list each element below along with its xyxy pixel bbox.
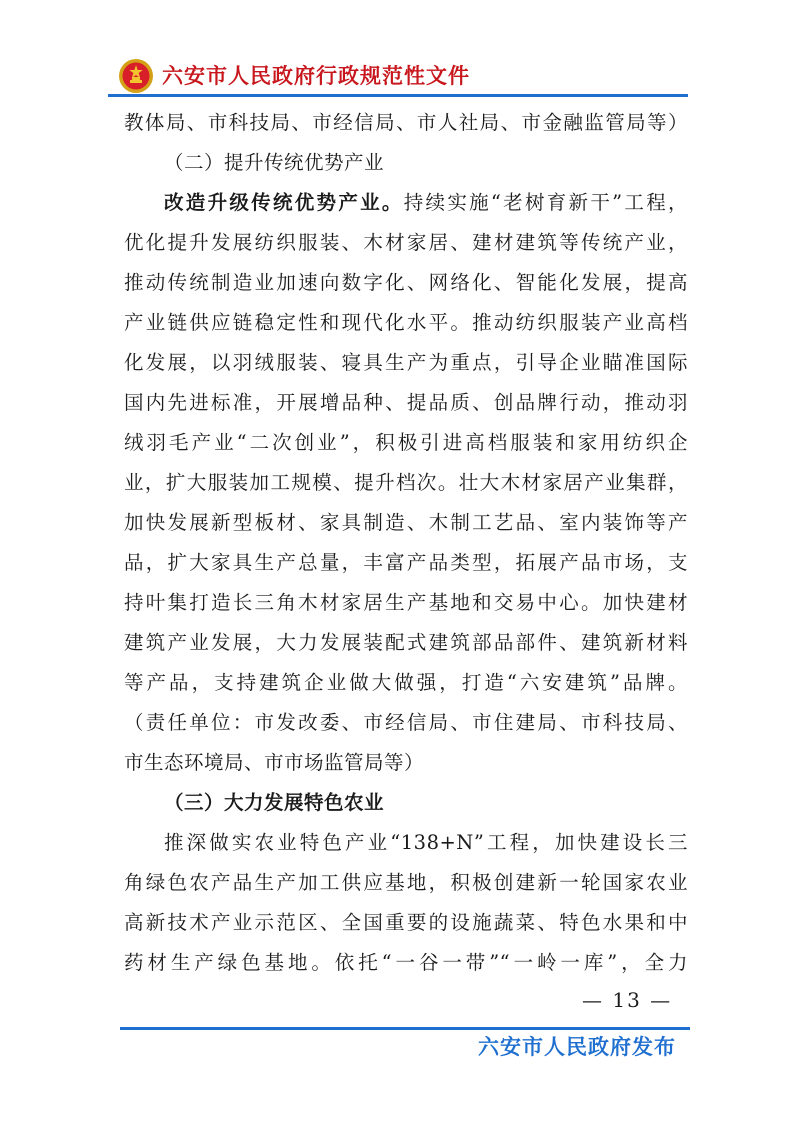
text-line: 教体局、市科技局、市经信局、市人社局、市金融监管局等）: [124, 111, 688, 134]
text-line: 建筑产业发展，大力发展装配式建筑部品部件、建筑新材料: [124, 631, 688, 654]
text-line: 产业链供应链稳定性和现代化水平。推动纺织服装产业高档: [124, 311, 688, 334]
page-number: — 13 —: [582, 988, 673, 1012]
text-line: 推动传统制造业加速向数字化、网络化、智能化发展，提高: [124, 271, 688, 294]
document-header: [100, 56, 700, 96]
paragraph-text: 持续实施“老树育新干”工程，: [403, 191, 688, 214]
paragraph-lead: 改造升级传统优势产业。: [164, 191, 404, 214]
text-line: 绒羽毛产业“二次创业”，积极引进高档服装和家用纺织企: [124, 431, 688, 454]
header-title: 六安市人民政府行政规范性文件: [162, 64, 470, 88]
text-line: 国内先进标准，开展增品种、提品质、创品牌行动，推动羽: [124, 391, 688, 414]
text-line: 优化提升发展纺织服装、木材家居、建材建筑等传统产业，: [124, 231, 688, 254]
text-line: 品，扩大家具生产总量，丰富产品类型，拓展产品市场，支: [124, 551, 688, 574]
text-line: 等产品，支持建筑企业做大做强，打造“六安建筑”品牌。: [124, 671, 688, 694]
text-line: 加快发展新型板材、家具制造、木制工艺品、室内装饰等产: [124, 511, 688, 534]
header-rule: [108, 94, 688, 97]
text-line: 持叶集打造长三角木材家居生产基地和交易中心。加快建材: [124, 591, 688, 614]
footer-publisher: 六安市人民政府发布: [478, 1035, 676, 1059]
text-line: 角绿色农产品生产加工供应基地，积极创建新一轮国家农业: [124, 871, 688, 894]
text-line: 化发展，以羽绒服装、寝具生产为重点，引导企业瞄准国际: [124, 351, 688, 374]
text-line: （责任单位：市发改委、市经信局、市住建局、市科技局、: [124, 711, 688, 734]
national-emblem-icon: [118, 58, 154, 94]
section-heading: （三）大力发展特色农业: [164, 791, 385, 814]
text-line: 高新技术产业示范区、全国重要的设施蔬菜、特色水果和中: [124, 911, 688, 934]
section-heading: （二）提升传统优势产业: [164, 151, 385, 174]
text-line: 业，扩大服装加工规模、提升档次。壮大木材家居产业集群，: [124, 471, 688, 494]
paragraph-first-line: [164, 190, 688, 216]
paragraph-first-line: 推深做实农业特色产业“138+N”工程，加快建设长三: [164, 831, 688, 854]
text-line: 市生态环境局、市市场监管局等）: [124, 751, 425, 774]
footer-rule: [120, 1027, 690, 1030]
text-line: 药材生产绿色基地。依托“一谷一带”“一岭一库”，全力: [124, 951, 688, 974]
